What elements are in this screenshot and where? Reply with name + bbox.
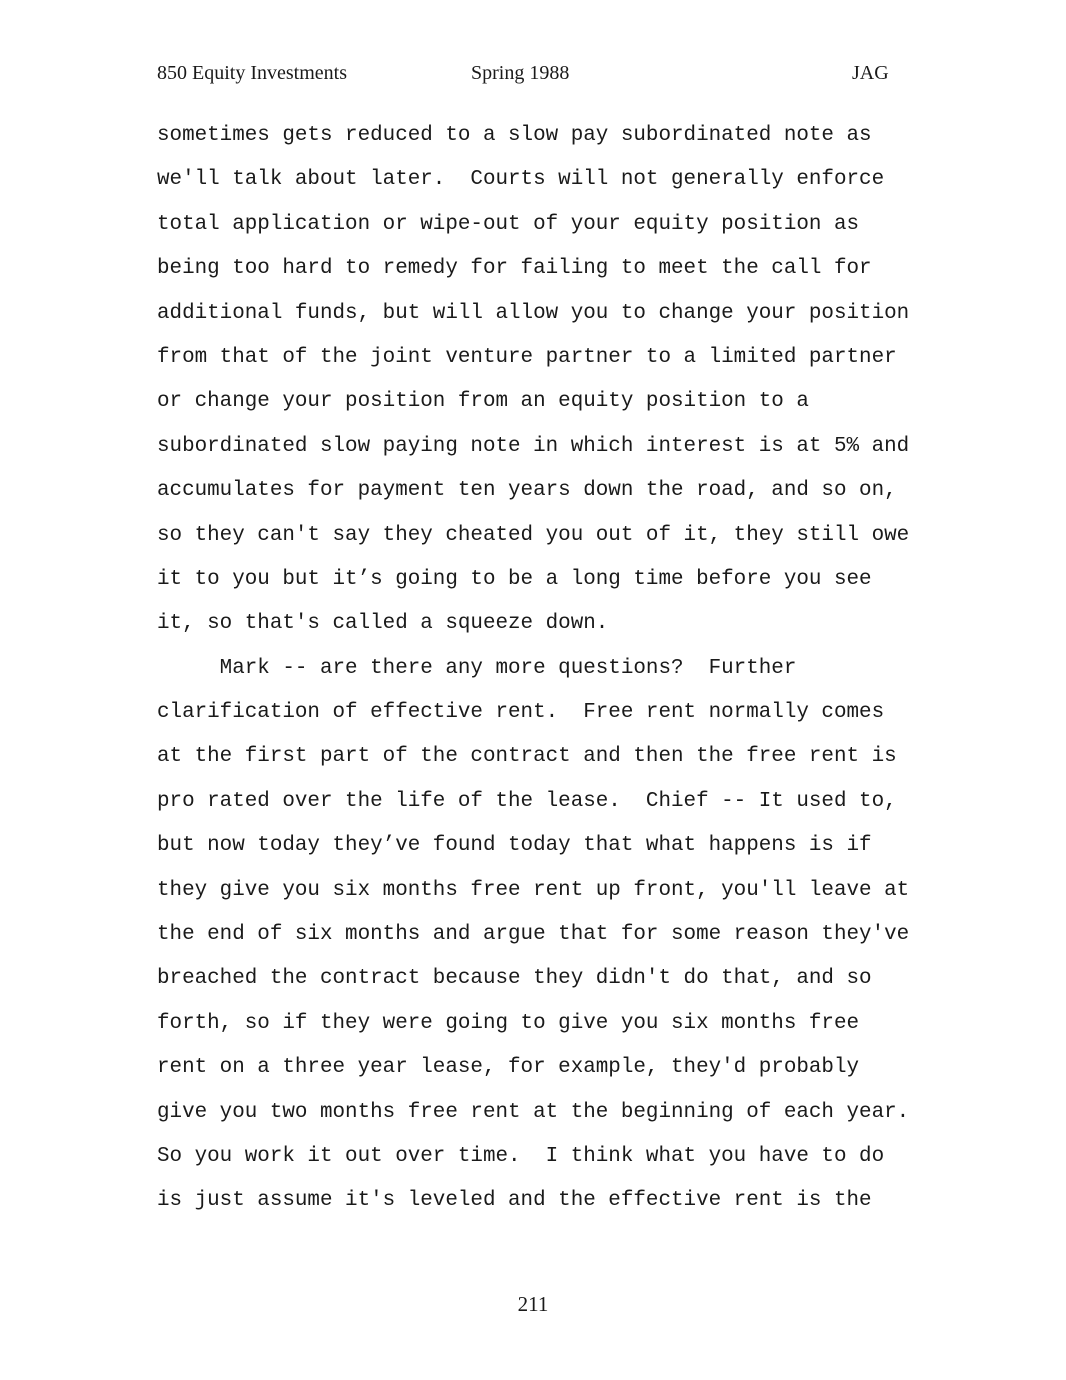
text-line: Mark -- are there any more questions? Further bbox=[157, 656, 797, 680]
text-line: rent on a three year lease, for example, they'd probably bbox=[157, 1056, 860, 1080]
text-line: So you work it out over time. I think what you have to do bbox=[157, 1144, 885, 1168]
text-line: being too hard to remedy for failing to meet the call for bbox=[157, 257, 872, 281]
text-line: it, so that's called a squeeze down. bbox=[157, 612, 609, 636]
page-header bbox=[0, 62, 1066, 92]
header-term: Spring 1988 bbox=[471, 62, 570, 84]
text-line: from that of the joint venture partner to a limited partner bbox=[157, 345, 897, 369]
text-line: clarification of effective rent. Free rent normally comes bbox=[157, 701, 885, 725]
text-line: additional funds, but will allow you to change your position bbox=[157, 301, 910, 325]
text-line: sometimes gets reduced to a slow pay subordinated note as bbox=[157, 124, 872, 147]
page-number: 211 bbox=[517, 1292, 549, 1316]
header-author-initials: JAG bbox=[852, 62, 889, 84]
text-line: the end of six months and argue that for some reason they've bbox=[157, 923, 910, 947]
text-line: so they can't say they cheated you out of it, they still owe bbox=[157, 523, 910, 547]
text-line: at the first part of the contract and then the free rent is bbox=[157, 745, 897, 769]
text-line: forth, so if they were going to give you six months free bbox=[157, 1011, 860, 1035]
header-course-title: 850 Equity Investments bbox=[157, 62, 347, 84]
text-line: accumulates for payment ten years down the road, and so on, bbox=[157, 479, 897, 503]
text-line: but now today they’ve found today that what happens is if bbox=[157, 834, 872, 858]
text-line: they give you six months free rent up front, you'll leave at bbox=[157, 878, 910, 902]
text-line: we'll talk about later. Courts will not generally enforce bbox=[157, 168, 885, 192]
text-line: subordinated slow paying note in which interest is at 5% and bbox=[157, 434, 910, 458]
text-line: breached the contract because they didn't do that, and so bbox=[157, 967, 872, 991]
text-line: it to you but it’s going to be a long time before you see bbox=[157, 567, 872, 591]
text-line: total application or wipe-out of your equity position as bbox=[157, 212, 860, 236]
text-line: pro rated over the life of the lease. Chief -- It used to, bbox=[157, 789, 897, 813]
text-line: or change your position from an equity position to a bbox=[157, 390, 809, 414]
text-line: give you two months free rent at the beginning of each year. bbox=[157, 1100, 910, 1124]
transcript-body bbox=[157, 114, 927, 1224]
text-line: is just assume it's leveled and the effective rent is the bbox=[157, 1189, 872, 1213]
